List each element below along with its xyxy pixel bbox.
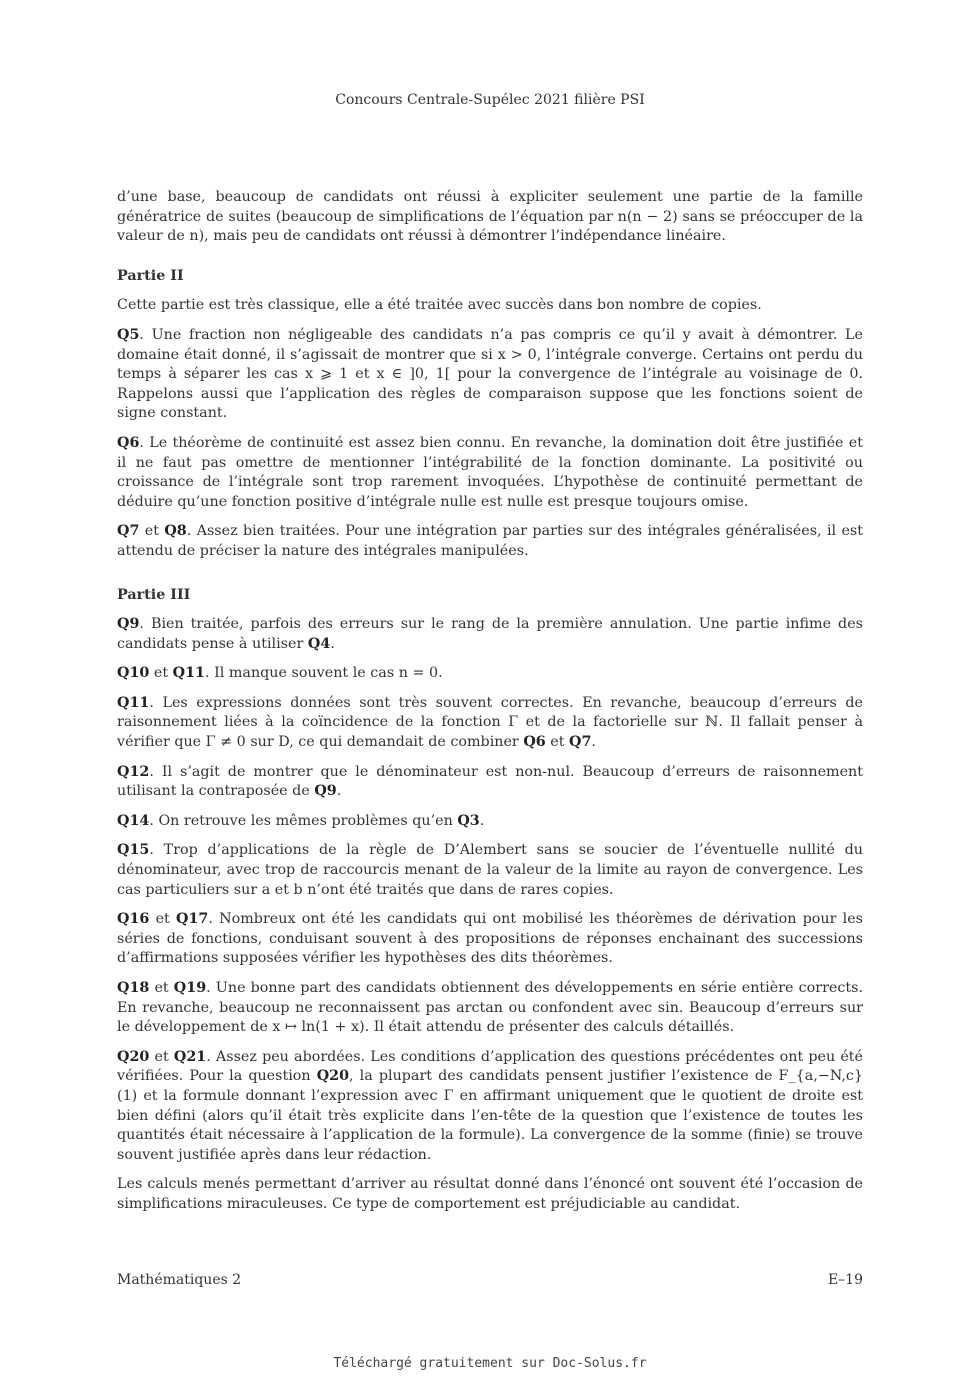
paragraph-q10-q11: Q10 et Q11. Il manque souvent le cas n = 0.: [117, 665, 443, 682]
page-header: Concours Centrale-Supélec 2021 filière PSI: [335, 92, 645, 108]
closing-paragraph: Les calculs menés permettant d’arriver au résultat donné dans l’énoncé ont souvent été l’occasion de simplifications miraculeuses. Ce type de comportement est préjudiciable au candidat.: [117, 1176, 863, 1212]
paragraph-q5: Q5. Une fraction non négligeable des candidats n’a pas compris ce qu’il y avait à démontrer. Le domaine était donné, il s’agissait de montrer que si x > 0, l’intégrale converge. Certains ont perdu du temps à séparer les cas x ⩾ 1 et x ∈ ]0, 1[ pour la convergence de l’intégrale au voisinage de 0. Rappelons aussi que l’application des règles de comparaison suppose que les fonctions soient de signe constant.: [117, 326, 863, 422]
paragraph-q16-q17: Q16 et Q17. Nombreux ont été les candidats qui ont mobilisé les théorèmes de dérivation pour les séries de fonctions, conduisant souvent à des propositions de réponses enchainant des successions d’affirmations supposées vérifier les hypothèses des dits théorèmes.: [117, 911, 863, 967]
paragraph-q12: Q12. Il s’agit de montrer que le dénominateur est non-nul. Beaucoup d’erreurs de raisonnement utilisant la contraposée de Q9.: [117, 763, 863, 800]
intro-paragraph: d’une base, beaucoup de candidats ont réussi à expliciter seulement une partie de la famille génératrice de suites (beaucoup de simplifications de l’équation par n(n − 2) sans se préoccuper de la valeur de n), mais peu de candidats ont réussi à démontrer l’indépendance linéaire.: [117, 189, 863, 245]
part2-intro: Cette partie est très classique, elle a été traitée avec succès dans bon nombre de copies.: [117, 297, 762, 314]
question-ref: Q6: [117, 434, 140, 451]
download-watermark: Téléchargé gratuitement sur Doc-Solus.fr: [333, 1356, 647, 1371]
paragraph-q14: Q14. On retrouve les mêmes problèmes qu’en Q3.: [117, 812, 485, 829]
paragraph-q18-q19: Q18 et Q19. Une bonne part des candidats obtiennent des développements en série entière corrects. En revanche, beaucoup ne reconnaissent pas arctan ou confondent avec sin. Beaucoup d’erreurs sur le développement de x ↦ ln(1 + x). Il était attendu de présenter des calculs détaillés.: [117, 980, 863, 1036]
paragraph-q20-q21: Q20 et Q21. Assez peu abordées. Les conditions d’application des questions précédentes ont peu été vérifiées. Pour la question Q20, la plupart des candidats pensent justifier l’existence de F_{a,−N,c}(1) et la formule donnant l’expression avec Γ en affirmant uniquement que le quotient de droite est bien défini (alors qu’il était très explicite dans l’en-tête de la question que l’existence de toutes les quantités était nécessaire à l’application de la formule). La convergence de la somme (finie) se trouve souvent justifiée après dans leur rédaction.: [117, 1048, 864, 1163]
footer-page-number: E–19: [827, 1272, 863, 1288]
section-title-part3: Partie III: [117, 586, 191, 603]
footer-subject: Mathématiques 2: [117, 1272, 242, 1288]
question-ref: Q5: [117, 326, 140, 343]
section-title-part2: Partie II: [117, 267, 184, 284]
question-ref: Q8: [164, 523, 187, 540]
paragraph-q11: Q11. Les expressions données sont très souvent correctes. En revanche, beaucoup d’erreurs de raisonnement liées à la coïncidence de la fonction Γ et de la factorielle sur ℕ. Il fallait penser à vérifier que Γ ≠ 0 sur D, ce qui demandait de combiner Q6 et Q7.: [117, 694, 863, 751]
paragraph-q6: Q6. Le théorème de continuité est assez bien connu. En revanche, la domination doit être justifiée et il ne faut pas omettre de mentionner l’intégrabilité de la fonction dominante. La positivité ou croissance de l’intégrale sont trop rarement invoquées. L’hypothèse de continuité permettant de déduire qu’une fonction positive d’intégrale nulle est nulle est presque toujours omise.: [117, 434, 863, 510]
paragraph-q9: Q9. Bien traitée, parfois des erreurs sur le rang de la première annulation. Une partie infime des candidats pense à utiliser Q4.: [117, 616, 863, 652]
paragraph-q15: Q15. Trop d’applications de la règle de D’Alembert sans se soucier de l’éventuelle nullité du dénominateur, avec trop de raccourcis menant de la valeur de la limite au rayon de convergence. Les cas particuliers sur a et b n’ont été traités que dans de rares copies.: [117, 842, 863, 898]
paragraph-q7-q8: Q7 et Q8. Assez bien traitées. Pour une intégration par parties sur des intégrales généralisées, il est attendu de préciser la nature des intégrales manipulées.: [117, 523, 863, 559]
question-ref: Q7: [117, 523, 140, 540]
report-body: [117, 188, 863, 1225]
